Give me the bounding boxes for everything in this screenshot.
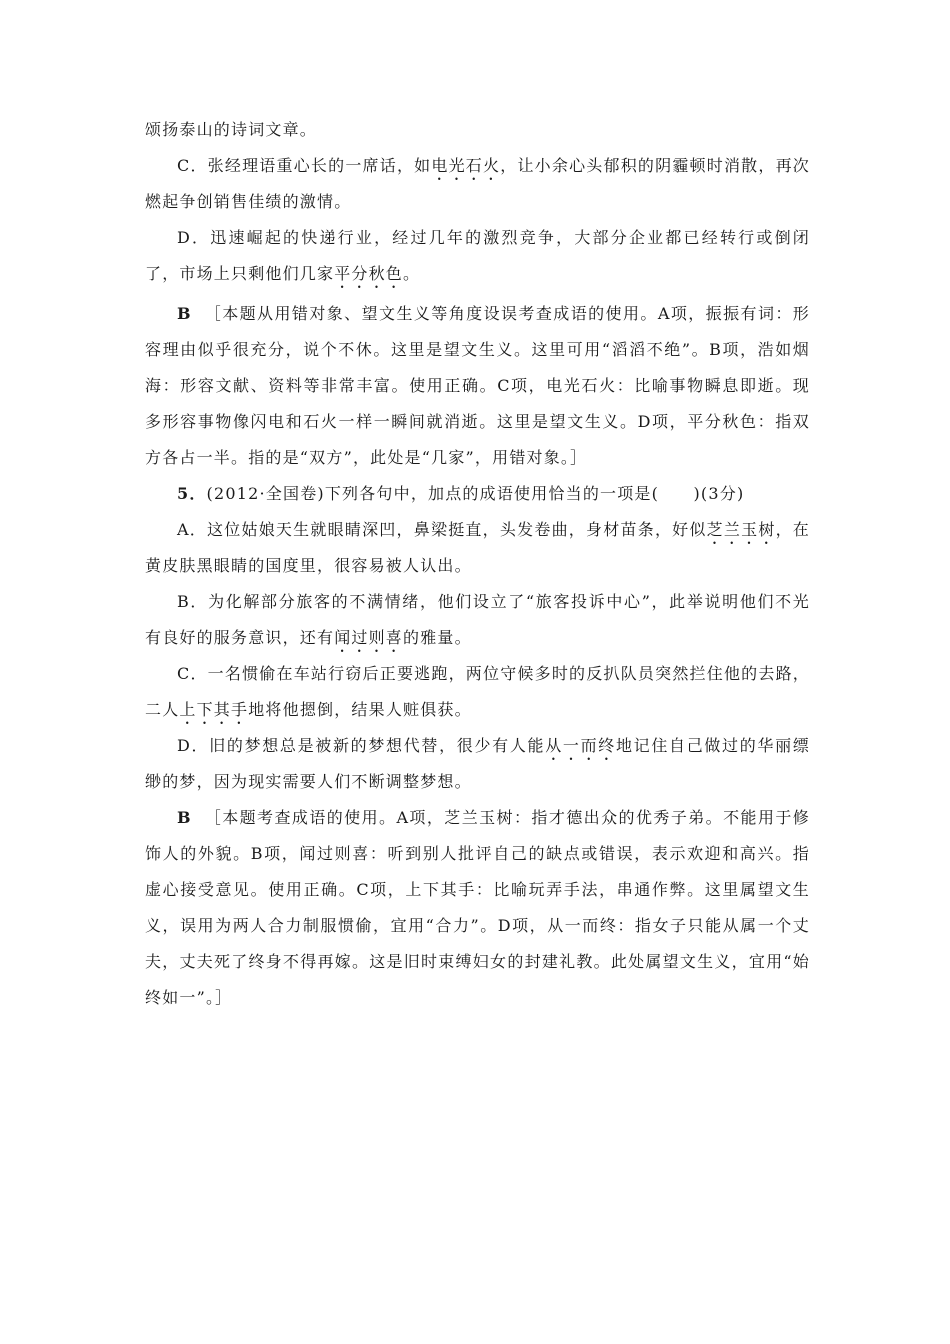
emphasized-idiom: 芝兰玉树 [706,520,776,539]
explanation-text: ［本题从用错对象、望文生义等角度设误考查成语的使用。A项，振振有词：形容理由似乎很充分，说个不休。这里是望文生义。这里可用“滔滔不绝”。B项，浩如烟海：形容文献、资料等非常丰富。使用正确。C项，电光石火：比喻事物瞬息即逝。现多形容事物像闪电和石火一样一瞬间就消逝。这里是望文生义。D项，平分秋色：指双方各占一半。指的是“双方”，此处是“几家”，用错对象。］ [145,304,810,467]
emphasized-idiom: 闻过则喜 [334,628,404,647]
emphasized-idiom: 平分秋色 [334,264,404,283]
question-number: 5． [177,484,207,503]
answer-letter: B [177,808,192,827]
option-text: A．这位姑娘天生就眼睛深凹，鼻梁挺直，头发卷曲，身材苗条，好似 [177,520,707,539]
answer-explanation-q4 [145,296,810,476]
option-text: C．张经理语重心长的一席话，如 [177,156,432,175]
option-text: 的雅量。 [403,628,472,647]
question-text: (2012·全国卷)下列各句中，加点的成语使用恰当的一项是( )(3分) [206,484,745,503]
paragraph-text: 颂扬泰山的诗词文章。 [145,120,318,139]
option-text: C．一名惯偷在车站行窃后正要逃跑，两位守候多时的反扒队员突然拦住他的去路，二人 [145,664,810,719]
question-5 [145,476,810,512]
option-d-q5 [145,728,810,800]
option-text: 。 [403,264,421,283]
option-text: 地记住自己做过的华丽缥缈的梦，因为现实需要人们不断调整梦想。 [145,736,810,791]
option-c-q5 [145,656,810,728]
option-d-q4 [145,220,810,292]
option-text: 地将他摁倒，结果人赃俱获。 [248,700,472,719]
option-b-q5 [145,584,810,656]
option-text: B．为化解部分旅客的不满情绪，他们设立了“旅客投诉中心”，此举说明他们不光有良好的服务意识，还有 [145,592,810,647]
document-body [145,112,810,1016]
option-text: ，让小余心头郁积的阴霾顿时消散，再次燃起争创销售佳绩的激情。 [145,156,810,211]
explanation-text: ［本题考查成语的使用。A项，芝兰玉树：指才德出众的优秀子弟。不能用于修饰人的外貌。B项，闻过则喜：听到别人批评自己的缺点或错误，表示欢迎和高兴。指虚心接受意见。使用正确。C项，上下其手：比喻玩弄手法，串通作弊。这里属望文生义，误用为两人合力制服惯偷，宜用“合力”。D项，从一而终：指女子只能从属一个丈夫，丈夫死了终身不得再嫁。这是旧时束缚妇女的封建礼教。此处属望文生义，宜用“始终如一”。］ [145,808,810,1007]
option-a-q5 [145,512,810,584]
answer-explanation-q5 [145,800,810,1016]
paragraph-continuation [145,112,810,148]
option-text: ，在黄皮肤黑眼睛的国度里，很容易被人认出。 [145,520,810,575]
option-c-q4 [145,148,810,220]
emphasized-idiom: 电光石火 [431,156,501,175]
emphasized-idiom: 从一而终 [545,736,616,755]
answer-letter: B [177,304,192,323]
option-text: D．旧的梦想总是被新的梦想代替，很少有人能 [177,736,546,755]
emphasized-idiom: 上下其手 [179,700,249,719]
option-text: D．迅速崛起的快递行业，经过几年的激烈竞争，大部分企业都已经转行或倒闭了，市场上只剩他们几家 [145,228,810,283]
